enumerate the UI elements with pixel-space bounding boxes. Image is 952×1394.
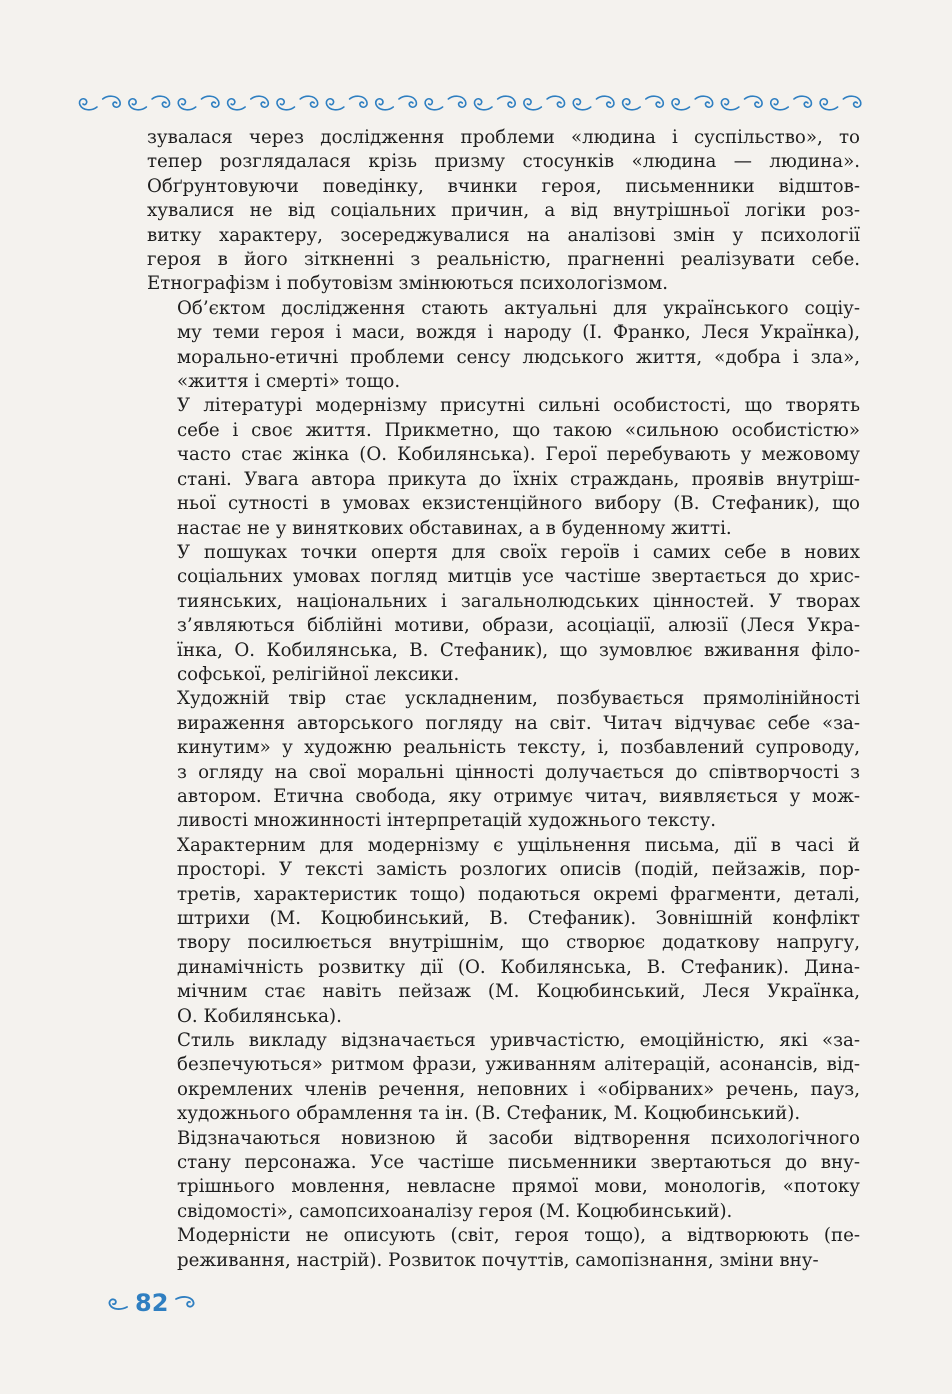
- ornament-swirl: [794, 96, 811, 107]
- text-line: реживання, настрій). Розвиток почуттів, самопізнання, зміни вну-: [177, 1249, 819, 1271]
- page-text: [147, 126, 860, 1273]
- ornament-swirl: [843, 96, 860, 107]
- text-line: стану персонажа. Усе частіше письменники звертаються до вну-: [177, 1152, 860, 1174]
- text-line: автором. Етична свобода, яку отримує читач, виявляється у мож-: [177, 785, 860, 807]
- text-line: У пошуках точки опертя для своїх героїв і самих себе в нових: [177, 541, 860, 563]
- paragraph: [147, 394, 860, 540]
- text-line: Етнографізм і побутовізм змінюються психологізмом.: [147, 273, 669, 295]
- ornament-swirl: [771, 99, 788, 110]
- ornament-swirl: [475, 99, 492, 110]
- ornament-swirl: [448, 96, 465, 107]
- ornament-swirl: [573, 99, 590, 110]
- text-line: їнка, О. Кобилянська, В. Стефаник), що зумовлює вживання філо-: [177, 639, 860, 661]
- text-line: себе і своє життя. Прикметно, що такою «сильною особистістю»: [177, 419, 860, 441]
- paragraph: [147, 1224, 860, 1273]
- ornament-band: [76, 93, 866, 115]
- page-footer: [107, 1288, 196, 1318]
- text-line: свідомості», самопсихоаналізу героя (М. Коцюбинський).: [177, 1200, 733, 1222]
- text-line: софської, релігійної лексики.: [177, 663, 460, 685]
- text-line: зувалася через дослідження проблеми «людина і суспільство», то: [147, 127, 860, 148]
- text-line: безпечуються» ритмом фрази, уживанням алітерацій, асонансів, від-: [177, 1054, 860, 1076]
- ornament-swirl: [277, 99, 294, 110]
- ornament-swirl: [547, 96, 564, 107]
- ornament-swirl: [721, 99, 738, 110]
- text-line: витку характеру, зосереджувалися на аналізові змін у психології: [147, 224, 860, 246]
- text-line: Модерністи не описують (світ, героя тощо), а відтворюють (пе-: [177, 1225, 860, 1247]
- ornament-swirl: [152, 96, 169, 107]
- text-line: з огляду на свої моральні цінності долучається до співтворчості з: [177, 761, 860, 783]
- text-line: морально-етичні проблеми сенсу людського життя, «добра і зла»,: [177, 346, 860, 368]
- ornament-swirl: [228, 99, 245, 110]
- paragraph: [147, 1029, 860, 1127]
- text-line: третів, характеристик тощо) подаються окремі фрагменти, деталі,: [177, 883, 860, 905]
- ornament-swirl: [300, 96, 317, 107]
- ornament-swirl: [646, 96, 663, 107]
- page-number: 82: [135, 1289, 169, 1317]
- text-line: Характерним для модернізму є ущільнення письма, дії в часі й: [177, 834, 860, 856]
- ornament-swirl: [425, 99, 442, 110]
- text-line: штрихи (М. Коцюбинський, В. Стефаник). Зовнішній конфлікт: [177, 908, 860, 929]
- text-line: динамічність розвитку дії (О. Кобилянська, В. Стефаник). Дина-: [177, 956, 860, 978]
- text-line: О. Кобилянська).: [177, 1005, 342, 1027]
- ornament-swirl: [376, 99, 393, 110]
- ornament-swirl: [251, 96, 268, 107]
- text-line: тепер розглядалася крізь призму стосунків «людина — людина».: [147, 151, 860, 173]
- text-line: часто стає жінка (О. Кобилянська). Герої перебувають у межовому: [177, 444, 860, 466]
- ornament-swirl: [399, 96, 416, 107]
- ornament-swirl: [80, 99, 97, 110]
- swirl-left-icon: [107, 1295, 129, 1311]
- swirl-right-icon: [174, 1295, 196, 1311]
- paragraph: [147, 541, 860, 687]
- text-line: твору посилюється внутрішнім, що створює додаткову напругу,: [177, 932, 860, 954]
- ornament-swirl: [178, 99, 195, 110]
- text-line: Об’єктом дослідження стають актуальні для українського соціу-: [177, 297, 860, 319]
- text-line: трішнього мовлення, невласне прямої мови, монологів, «потоку: [177, 1176, 860, 1198]
- ornament-swirl: [672, 99, 689, 110]
- ornament-swirl: [524, 99, 541, 110]
- text-line: У літературі модернізму присутні сильні особистості, що творять: [177, 395, 860, 417]
- ornament-swirl: [103, 96, 120, 107]
- text-line: Обґрунтовуючи поведінку, вчинки героя, письменники відштов-: [147, 175, 860, 197]
- ornament-swirl: [498, 96, 515, 107]
- ornament-swirl: [623, 99, 640, 110]
- text-line: Відзначаються новизною й засоби відтворення психологічного: [177, 1127, 860, 1149]
- text-line: мічним стає навіть пейзаж (М. Коцюбинський, Леся Українка,: [177, 981, 860, 1003]
- paragraph: [147, 1127, 860, 1225]
- text-line: «життя і смерті» тощо.: [177, 371, 401, 393]
- ornament-swirl: [695, 96, 712, 107]
- text-line: з’являються біблійні мотиви, образи, асоціації, алюзії (Леся Укра-: [177, 615, 860, 637]
- text-line: ньої сутності в умовах екзистенційного вибору (В. Стефаник), що: [177, 493, 860, 515]
- ornament-swirl: [201, 96, 218, 107]
- ornament-swirl: [820, 99, 837, 110]
- paragraph: [147, 687, 860, 833]
- text-line: просторі. У тексті замість розлогих описів (подій, пейзажів, пор-: [177, 859, 860, 881]
- ornament-swirl: [745, 96, 762, 107]
- text-line: соціальних умовах погляд митців усе частіше звертається до хрис-: [177, 566, 860, 588]
- ornament-swirl: [350, 96, 367, 107]
- ornament-swirl: [596, 96, 613, 107]
- ornament-swirl: [326, 99, 343, 110]
- paragraph: [147, 126, 860, 297]
- text-line: художнього обрамлення та ін. (В. Стефаник, М. Коцюбинський).: [177, 1103, 801, 1125]
- paragraph: [147, 834, 860, 1029]
- text-line: ливості множинності інтерпретацій художнього тексту.: [177, 810, 717, 832]
- text-line: хувалися не від соціальних причин, а від внутрішньої логіки роз-: [147, 200, 860, 222]
- text-line: вираження авторського погляду на світ. Читач відчуває себе «за-: [177, 712, 860, 734]
- text-line: Стиль викладу відзначається уривчастістю, емоційністю, які «за-: [177, 1030, 860, 1052]
- swirl-ornament-icon: [76, 93, 866, 115]
- text-line: окремлених членів речення, неповних і «обірваних» речень, пауз,: [177, 1078, 860, 1100]
- text-line: Художній твір стає ускладненим, позбувається прямолінійності: [177, 688, 860, 710]
- text-line: кинутим» у художню реальність тексту, і, позбавлений супроводу,: [177, 737, 860, 759]
- text-line: героя в його зіткненні з реальністю, прагненні реалізувати себе.: [147, 249, 860, 271]
- text-line: му теми героя і маси, вождя і народу (І. Франко, Леся Українка),: [177, 322, 860, 344]
- text-line: настає не у виняткових обставинах, а в буденному житті.: [177, 517, 732, 539]
- paragraph: [147, 297, 860, 395]
- text-line: тиянських, національних і загальнолюдських цінностей. У творах: [177, 590, 860, 612]
- ornament-swirl: [129, 99, 146, 110]
- text-line: стані. Увага автора прикута до їхніх страждань, проявів внутріш-: [177, 468, 860, 490]
